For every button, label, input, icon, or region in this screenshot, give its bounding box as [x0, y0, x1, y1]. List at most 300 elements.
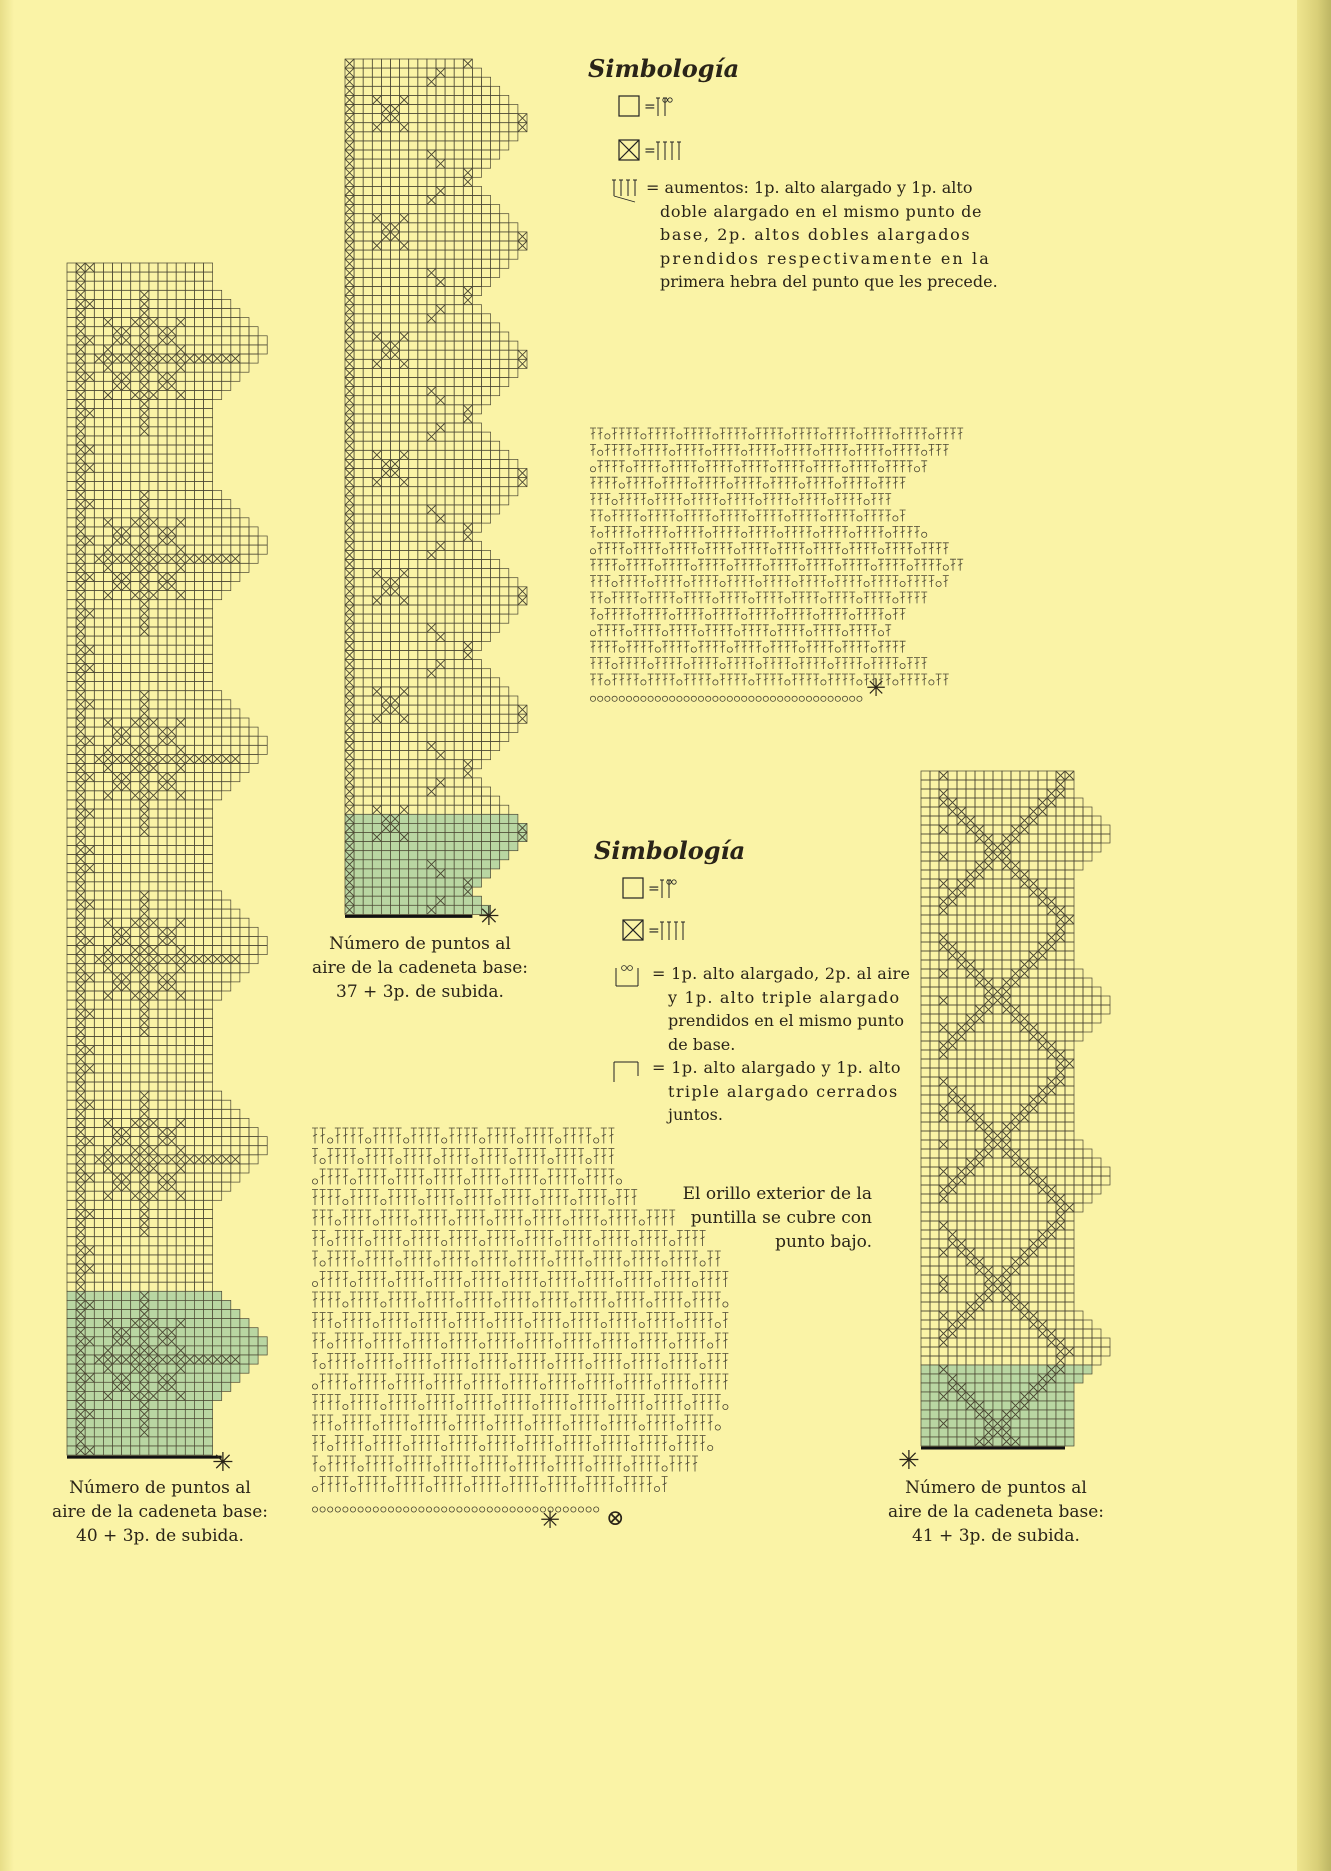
filet-cell: [204, 1364, 213, 1373]
filet-cell: [67, 318, 76, 327]
filet-cell: [149, 782, 158, 791]
filet-cell: [113, 618, 122, 627]
filet-cell: [85, 454, 94, 463]
filet-cell: [418, 723, 427, 732]
filet-cell: [158, 636, 167, 645]
filet-cell: [463, 505, 472, 514]
filet-cell: [131, 299, 140, 308]
filet-cell: [103, 809, 112, 818]
filet-cross: [149, 918, 158, 927]
filet-cell: [1020, 834, 1029, 843]
filet-cross: [518, 705, 527, 714]
filet-cell: [85, 600, 94, 609]
filet-cell: [103, 409, 112, 418]
filet-cell: [204, 1437, 213, 1446]
filet-cell: [185, 1037, 194, 1046]
filet-cell: [391, 323, 400, 332]
filet-cell: [363, 869, 372, 878]
filet-cross: [76, 1027, 85, 1036]
filet-cell: [418, 59, 427, 68]
filet-cross: [76, 1055, 85, 1064]
filet-cell: [482, 478, 491, 487]
filet-cell: [445, 769, 454, 778]
filet-cell: [176, 645, 185, 654]
filet-cell: [400, 751, 409, 760]
filet-cross: [975, 870, 984, 879]
filet-cross: [213, 955, 222, 964]
filet-cross: [113, 727, 122, 736]
filet-cell: [158, 663, 167, 672]
filet-cross: [85, 936, 94, 945]
filet-cell: [418, 505, 427, 514]
filet-cell: [204, 691, 213, 700]
filet-cell: [176, 673, 185, 682]
filet-cell: [354, 550, 363, 559]
filet-cell: [158, 1282, 167, 1291]
filet-cell: [1047, 852, 1056, 861]
filet-cell: [213, 1173, 222, 1182]
filet-cell: [67, 1246, 76, 1255]
filet-cell: [921, 816, 930, 825]
filet-cell: [158, 800, 167, 809]
filet-cross: [158, 327, 167, 336]
filet-cell: [167, 600, 176, 609]
filet-cell: [391, 177, 400, 186]
filet-cell: [167, 409, 176, 418]
filet-cell: [185, 1428, 194, 1437]
filet-cell: [427, 277, 436, 286]
filet-cell: [113, 627, 122, 636]
filet-cross: [1002, 852, 1011, 861]
filet-cell: [472, 723, 481, 732]
filet-cell: [436, 851, 445, 860]
filet-cell: [381, 277, 390, 286]
filet-cell: [67, 1255, 76, 1264]
filet-cell: [409, 778, 418, 787]
filet-cell: [445, 332, 454, 341]
filet-cell: [400, 105, 409, 114]
filet-cell: [381, 268, 390, 277]
filet-cell: [454, 723, 463, 732]
filet-cell: [204, 1410, 213, 1419]
filet-cell: [372, 705, 381, 714]
filet-cell: [131, 1246, 140, 1255]
filet-cell: [372, 769, 381, 778]
filet-cell: [185, 1291, 194, 1300]
filet-cell: [372, 305, 381, 314]
filet-cross: [131, 545, 140, 554]
filet-cell: [67, 864, 76, 873]
filet-cell: [363, 177, 372, 186]
filet-cell: [140, 1237, 149, 1246]
filet-cell: [149, 809, 158, 818]
filet-cross: [381, 114, 390, 123]
filet-cell: [400, 114, 409, 123]
filet-cell: [167, 545, 176, 554]
filet-cell: [176, 1209, 185, 1218]
filet-cell: [185, 1200, 194, 1209]
filet-cell: [445, 651, 454, 660]
filet-cell: [491, 714, 500, 723]
filet-cell: [354, 614, 363, 623]
filet-cross: [381, 587, 390, 596]
filet-cell: [204, 700, 213, 709]
filet-cross: [372, 687, 381, 696]
filet-cell: [445, 887, 454, 896]
filet-cross: [113, 1128, 122, 1137]
filet-cell: [131, 1100, 140, 1109]
filet-cell: [509, 350, 518, 359]
filet-cell: [158, 609, 167, 618]
filet-cell: [204, 682, 213, 691]
filet-cell: [391, 596, 400, 605]
filet-cross: [85, 445, 94, 454]
filet-cell: [363, 132, 372, 141]
filet-cross: [76, 1000, 85, 1009]
filet-cell: [409, 214, 418, 223]
filet-cell: [85, 754, 94, 763]
filet-cross: [103, 754, 112, 763]
filet-cell: [445, 305, 454, 314]
filet-cross: [345, 132, 354, 141]
filet-cell: [500, 241, 509, 250]
filet-cell: [436, 687, 445, 696]
filet-cell: [400, 732, 409, 741]
filet-cell: [149, 472, 158, 481]
filet-cell: [436, 578, 445, 587]
filet-cell: [418, 268, 427, 277]
filet-cell: [400, 132, 409, 141]
filet-cross: [231, 554, 240, 563]
filet-cell: [500, 132, 509, 141]
filet-cell: [113, 1055, 122, 1064]
filet-cell: [167, 1200, 176, 1209]
filet-cross: [76, 973, 85, 982]
filet-cell: [185, 1319, 194, 1328]
filet-cross: [76, 500, 85, 509]
filet-cross: [149, 964, 158, 973]
filet-cross: [131, 791, 140, 800]
filet-cell: [167, 1237, 176, 1246]
filet-cell: [354, 250, 363, 259]
filet-cross: [345, 359, 354, 368]
filet-cell: [454, 532, 463, 541]
filet-cell: [409, 378, 418, 387]
filet-cell: [185, 463, 194, 472]
filet-cell: [194, 645, 203, 654]
filet-cross: [113, 1182, 122, 1191]
filet-cell: [149, 299, 158, 308]
filet-cell: [176, 818, 185, 827]
filet-cell: [240, 955, 249, 964]
filet-cross: [149, 554, 158, 563]
filet-cell: [94, 1037, 103, 1046]
filet-cell: [194, 982, 203, 991]
filet-cell: [436, 887, 445, 896]
filet-cell: [94, 454, 103, 463]
filet-cell: [427, 214, 436, 223]
filet-cell: [391, 77, 400, 86]
filet-cell: [67, 327, 76, 336]
filet-cell: [418, 241, 427, 250]
filet-cross: [140, 973, 149, 982]
filet-cross: [391, 350, 400, 359]
filet-cell: [363, 560, 372, 569]
filet-cell: [400, 205, 409, 214]
filet-cell: [85, 436, 94, 445]
filet-cell: [67, 1128, 76, 1137]
filet-cell: [418, 396, 427, 405]
filet-cross: [345, 387, 354, 396]
filet-cell: [930, 780, 939, 789]
filet-cell: [463, 469, 472, 478]
filet-cell: [94, 1364, 103, 1373]
filet-cell: [445, 414, 454, 423]
filet-cell: [1065, 798, 1074, 807]
filet-cell: [445, 596, 454, 605]
filet-cell: [204, 1137, 213, 1146]
filet-cell: [85, 1310, 94, 1319]
filet-cell: [149, 1264, 158, 1273]
filet-cell: [204, 1191, 213, 1200]
filet-cross: [222, 1155, 231, 1164]
filet-cross: [122, 527, 131, 536]
filet-cross: [122, 582, 131, 591]
filet-cell: [85, 882, 94, 891]
filet-cell: [1056, 825, 1065, 834]
filet-cell: [418, 259, 427, 268]
filet-cell: [400, 878, 409, 887]
filet-cell: [194, 491, 203, 500]
filet-cell: [482, 141, 491, 150]
filet-cell: [354, 760, 363, 769]
filet-cell: [122, 964, 131, 973]
filet-cell: [149, 627, 158, 636]
filet-cross: [76, 1228, 85, 1237]
filet-cross: [85, 773, 94, 782]
filet-cell: [103, 973, 112, 982]
filet-cell: [67, 1082, 76, 1091]
filet-cell: [418, 214, 427, 223]
filet-cross: [85, 463, 94, 472]
filet-cell: [948, 780, 957, 789]
filet-cell: [194, 1191, 203, 1200]
filet-cell: [103, 800, 112, 809]
filet-cell: [363, 314, 372, 323]
filet-cross: [176, 955, 185, 964]
filet-cell: [167, 627, 176, 636]
filet-cell: [1038, 870, 1047, 879]
filet-cross: [76, 463, 85, 472]
filet-cell: [185, 445, 194, 454]
filet-cell: [482, 77, 491, 86]
filet-cell: [427, 186, 436, 195]
filet-cell: [122, 1346, 131, 1355]
filet-cell: [391, 123, 400, 132]
filet-cross: [149, 1146, 158, 1155]
filet-cell: [381, 514, 390, 523]
filet-cell: [363, 59, 372, 68]
filet-cell: [85, 764, 94, 773]
filet-cell: [372, 368, 381, 377]
filet-cross: [122, 554, 131, 563]
filet-cell: [67, 1091, 76, 1100]
filet-cell: [204, 263, 213, 272]
filet-cross: [76, 745, 85, 754]
filet-cell: [194, 381, 203, 390]
filet-cell: [113, 1191, 122, 1200]
filet-cell: [167, 309, 176, 318]
filet-cell: [167, 390, 176, 399]
filet-cross: [158, 1173, 167, 1182]
filet-cell: [113, 700, 122, 709]
filet-cell: [418, 496, 427, 505]
filet-cell: [194, 1337, 203, 1346]
filet-cell: [391, 851, 400, 860]
filet-cross: [149, 791, 158, 800]
filet-cell: [400, 541, 409, 550]
filet-cell: [400, 760, 409, 769]
filet-cell: [94, 782, 103, 791]
filet-cell: [103, 1055, 112, 1064]
filet-cell: [391, 687, 400, 696]
filet-cross: [345, 450, 354, 459]
filet-cell: [418, 878, 427, 887]
filet-cell: [176, 1046, 185, 1055]
filet-cell: [418, 805, 427, 814]
filet-cross: [140, 545, 149, 554]
filet-cross: [76, 427, 85, 436]
filet-cross: [103, 354, 112, 363]
filet-cross: [176, 1118, 185, 1127]
filet-cell: [85, 1364, 94, 1373]
filet-cell: [921, 834, 930, 843]
filet-cross: [131, 363, 140, 372]
filet-cell: [140, 1246, 149, 1255]
filet-cell: [204, 400, 213, 409]
filet-cell: [427, 478, 436, 487]
filet-cell: [1092, 816, 1101, 825]
filet-cross: [76, 764, 85, 773]
filet-cell: [149, 1437, 158, 1446]
filet-cell: [204, 1064, 213, 1073]
filet-cell: [409, 541, 418, 550]
filet-cell: [67, 1100, 76, 1109]
filet-cell: [103, 936, 112, 945]
filet-cell: [176, 727, 185, 736]
filet-cell: [509, 696, 518, 705]
filet-cell: [149, 600, 158, 609]
filet-cell: [231, 946, 240, 955]
filet-cell: [67, 1137, 76, 1146]
filet-cell: [103, 845, 112, 854]
filet-cell: [158, 363, 167, 372]
filet-cell: [67, 991, 76, 1000]
filet-cell: [149, 263, 158, 272]
filet-cross: [176, 745, 185, 754]
filet-cell: [445, 478, 454, 487]
filet-cell: [103, 709, 112, 718]
filet-cell: [372, 823, 381, 832]
filet-cross: [76, 1264, 85, 1273]
filet-cross: [76, 518, 85, 527]
filet-cross: [76, 354, 85, 363]
filet-cell: [418, 823, 427, 832]
filet-cell: [1029, 861, 1038, 870]
filet-cell: [204, 1046, 213, 1055]
filet-cell: [436, 787, 445, 796]
filet-cell: [103, 627, 112, 636]
filet-cell: [372, 387, 381, 396]
filet-cross: [204, 354, 213, 363]
filet-cross: [131, 345, 140, 354]
filet-cell: [454, 86, 463, 95]
filet-cross: [518, 123, 527, 132]
filet-cell: [472, 860, 481, 869]
filet-cross: [122, 536, 131, 545]
filet-cell: [131, 1273, 140, 1282]
filet-cell: [400, 651, 409, 660]
filet-cross: [345, 760, 354, 769]
filet-cell: [149, 372, 158, 381]
filet-cell: [158, 509, 167, 518]
filet-cell: [454, 232, 463, 241]
filet-cell: [231, 964, 240, 973]
filet-cell: [400, 432, 409, 441]
filet-cell: [158, 345, 167, 354]
filet-cell: [372, 878, 381, 887]
filet-cell: [167, 418, 176, 427]
filet-cell: [500, 587, 509, 596]
filet-cell: [427, 523, 436, 532]
filet-cell: [472, 687, 481, 696]
filet-cross: [140, 955, 149, 964]
filet-cell: [103, 463, 112, 472]
filet-cell: [500, 359, 509, 368]
filet-cell: [185, 454, 194, 463]
filet-cell: [94, 1237, 103, 1246]
filet-cell: [500, 823, 509, 832]
filet-cell: [85, 591, 94, 600]
filet-cell: [436, 569, 445, 578]
filet-cell: [167, 691, 176, 700]
filet-cell: [1065, 789, 1074, 798]
filet-cross: [345, 505, 354, 514]
filet-cell: [418, 614, 427, 623]
filet-cell: [94, 1255, 103, 1264]
filet-cell: [149, 654, 158, 663]
filet-cell: [231, 1173, 240, 1182]
filet-cell: [418, 578, 427, 587]
filet-cell: [204, 663, 213, 672]
filet-cell: [158, 463, 167, 472]
filet-cross: [76, 472, 85, 481]
filet-cell: [472, 368, 481, 377]
filet-cross: [1020, 825, 1029, 834]
filet-cell: [140, 472, 149, 481]
filet-cell: [454, 305, 463, 314]
filet-cell: [231, 936, 240, 945]
filet-cell: [103, 1046, 112, 1055]
filet-cell: [463, 705, 472, 714]
filet-cell: [158, 1291, 167, 1300]
filet-cell: [176, 1337, 185, 1346]
filet-cross: [140, 591, 149, 600]
filet-cell: [372, 532, 381, 541]
filet-cell: [491, 814, 500, 823]
filet-cell: [381, 596, 390, 605]
filet-cell: [363, 905, 372, 914]
